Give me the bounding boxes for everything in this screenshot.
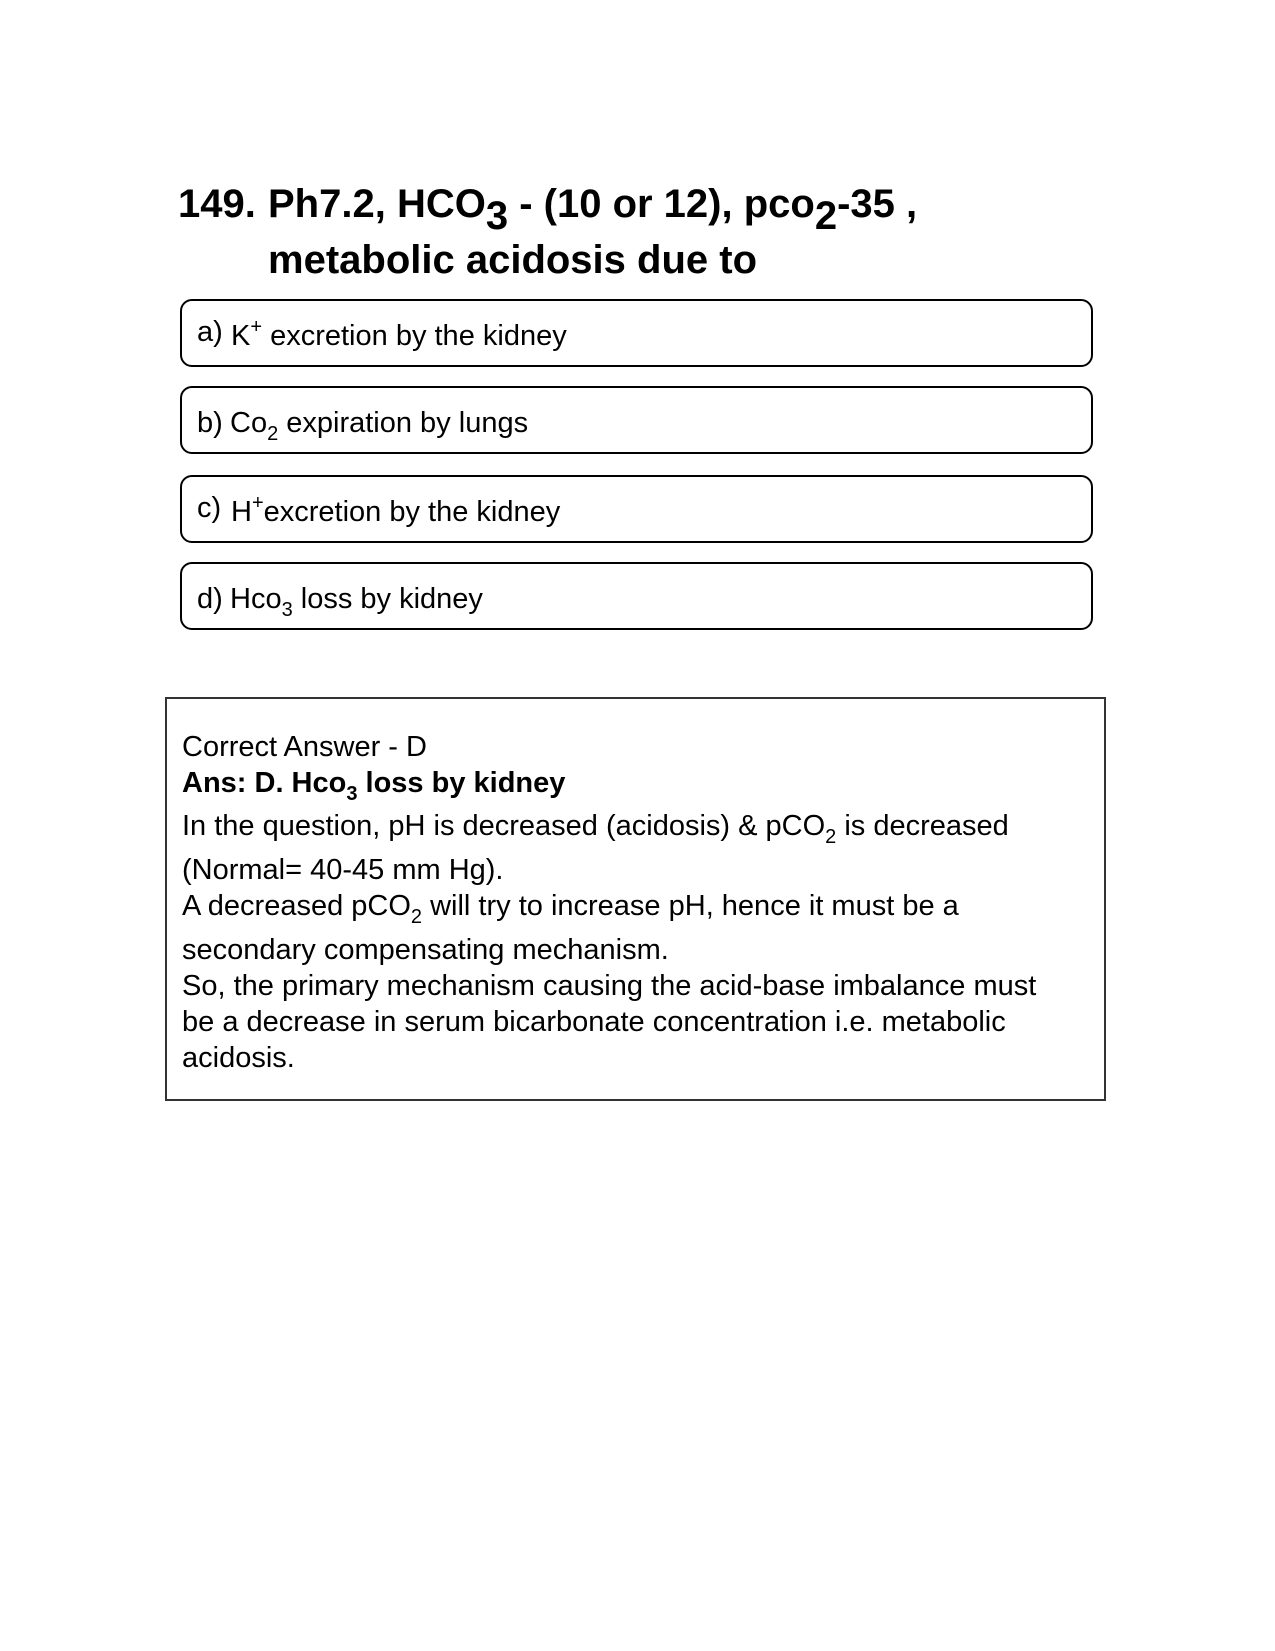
question-subscript: 3 xyxy=(485,194,509,238)
option-text-part: excretion by the kidney xyxy=(263,496,561,528)
explanation-line: be a decrease in serum bicarbonate concentration i.e. metabolic xyxy=(182,1006,1006,1038)
explanation-text-part: will try to increase pH, hence it must be a xyxy=(422,890,959,922)
answer-content xyxy=(182,729,1082,1076)
explanation-line: (Normal= 40-45 mm Hg). xyxy=(182,854,504,886)
question-text xyxy=(268,176,1068,288)
option-superscript: + xyxy=(250,316,263,338)
explanation-text-part: In the question, pH is decreased (acidosis) & pCO xyxy=(182,810,826,842)
answer-title-part: Ans: D. Hco xyxy=(182,767,347,799)
option-d[interactable] xyxy=(180,562,1093,630)
explanation-line xyxy=(182,808,1082,847)
option-text-part: Co xyxy=(230,407,268,439)
explanation-text-part: A decreased pCO xyxy=(182,890,411,922)
option-letter: b) xyxy=(197,407,223,439)
question-text-part: Ph7.2, HCO xyxy=(268,182,486,226)
answer-title xyxy=(182,765,1082,804)
option-c[interactable] xyxy=(180,475,1093,543)
option-text-part: expiration by lungs xyxy=(278,407,529,439)
question-line-1 xyxy=(268,176,1068,238)
explanation-subscript: 2 xyxy=(825,826,837,848)
answer-title-subscript: 3 xyxy=(346,783,358,805)
option-text-part: H xyxy=(231,496,252,528)
answer-title-part: loss by kidney xyxy=(357,767,566,799)
question-line-2: metabolic acidosis due to xyxy=(268,238,758,282)
option-text xyxy=(231,492,561,532)
option-text-part: Hco xyxy=(230,583,282,615)
explanation-line: acidosis. xyxy=(182,1042,295,1074)
question-number: 149. xyxy=(178,182,256,226)
correct-answer-label: Correct Answer - D xyxy=(182,731,427,763)
option-letter: d) xyxy=(197,583,223,615)
option-b[interactable] xyxy=(180,386,1093,454)
option-text-part: excretion by the kidney xyxy=(262,320,567,352)
question-subscript: 2 xyxy=(814,194,838,238)
question-text-part: -35 , xyxy=(837,182,918,226)
explanation-line: secondary compensating mechanism. xyxy=(182,934,669,966)
option-superscript: + xyxy=(251,492,264,514)
option-a[interactable] xyxy=(180,299,1093,367)
option-subscript: 3 xyxy=(281,599,293,621)
option-text xyxy=(230,582,483,619)
explanation-line: So, the primary mechanism causing the acid-base imbalance must xyxy=(182,970,1037,1002)
option-text-part: K xyxy=(231,320,251,352)
option-letter: c) xyxy=(197,492,222,524)
option-letter: a) xyxy=(197,316,223,348)
explanation-line xyxy=(182,888,1082,927)
question-text-part: - (10 or 12), pco xyxy=(508,182,815,226)
answer-box xyxy=(165,697,1106,1101)
option-text xyxy=(230,406,528,443)
option-text xyxy=(231,316,567,356)
explanation-text-part: is decreased xyxy=(836,810,1009,842)
explanation-subscript: 2 xyxy=(410,906,423,928)
option-subscript: 2 xyxy=(267,423,279,445)
option-text-part: loss by kidney xyxy=(292,583,483,615)
